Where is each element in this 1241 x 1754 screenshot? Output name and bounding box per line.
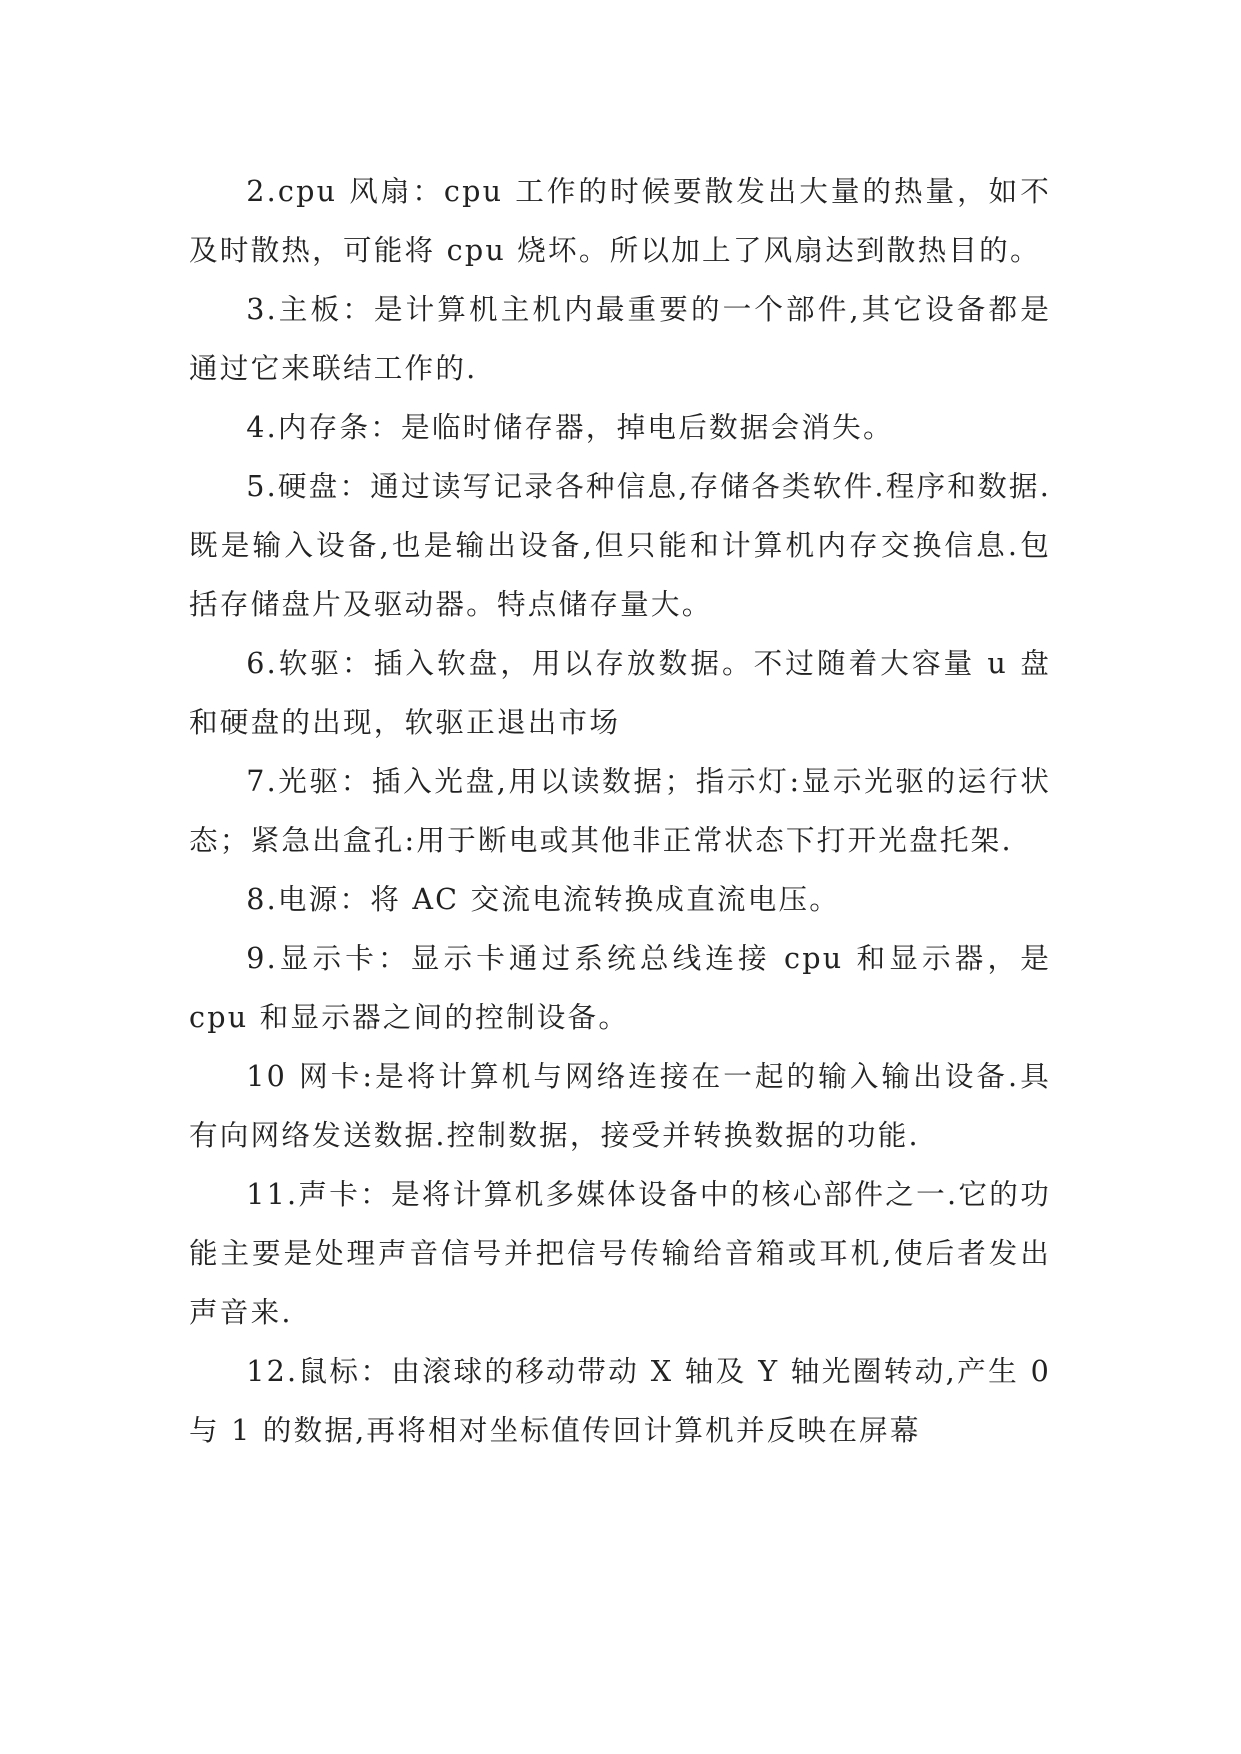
paragraph-mouse: 12.鼠标：由滚球的移动带动 X 轴及 Y 轴光圈转动,产生 0 与 1 的数据,再将相对坐标值传回计算机并反映在屏幕 [189,1354,1051,1447]
paragraph-optical-drive: 7.光驱：插入光盘,用以读数据；指示灯:显示光驱的运行状态；紧急出盒孔:用于断电或其他非正常状态下打开光盘托架. [189,764,1051,857]
paragraph-motherboard: 3.主板：是计算机主机内最重要的一个部件,其它设备都是通过它来联结工作的. [189,292,1051,385]
document-body [189,162,1051,1460]
paragraph-network-card: 10 网卡:是将计算机与网络连接在一起的输入输出设备.具有向网络发送数据.控制数据，接受并转换数据的功能. [189,1059,1051,1152]
paragraph-floppy-drive: 6.软驱：插入软盘，用以存放数据。不过随着大容量 u 盘和硬盘的出现，软驱正退出市场 [189,646,1051,739]
paragraph-sound-card: 11.声卡：是将计算机多媒体设备中的核心部件之一.它的功能主要是处理声音信号并把信号传输给音箱或耳机,使后者发出声音来. [189,1177,1051,1329]
paragraph-cpu-fan: 2.cpu 风扇：cpu 工作的时候要散发出大量的热量，如不及时散热，可能将 cpu 烧坏。所以加上了风扇达到散热目的。 [189,174,1051,267]
paragraph-hard-disk: 5.硬盘：通过读写记录各种信息,存储各类软件.程序和数据.既是输入设备,也是输出设备,但只能和计算机内存交换信息.包括存储盘片及驱动器。特点储存量大。 [189,469,1051,621]
paragraph-graphics-card: 9.显示卡：显示卡通过系统总线连接 cpu 和显示器，是 cpu 和显示器之间的控制设备。 [189,941,1051,1034]
paragraph-power-supply: 8.电源：将 AC 交流电流转换成直流电压。 [246,882,841,916]
paragraph-memory: 4.内存条：是临时储存器，掉电后数据会消失。 [246,410,894,444]
